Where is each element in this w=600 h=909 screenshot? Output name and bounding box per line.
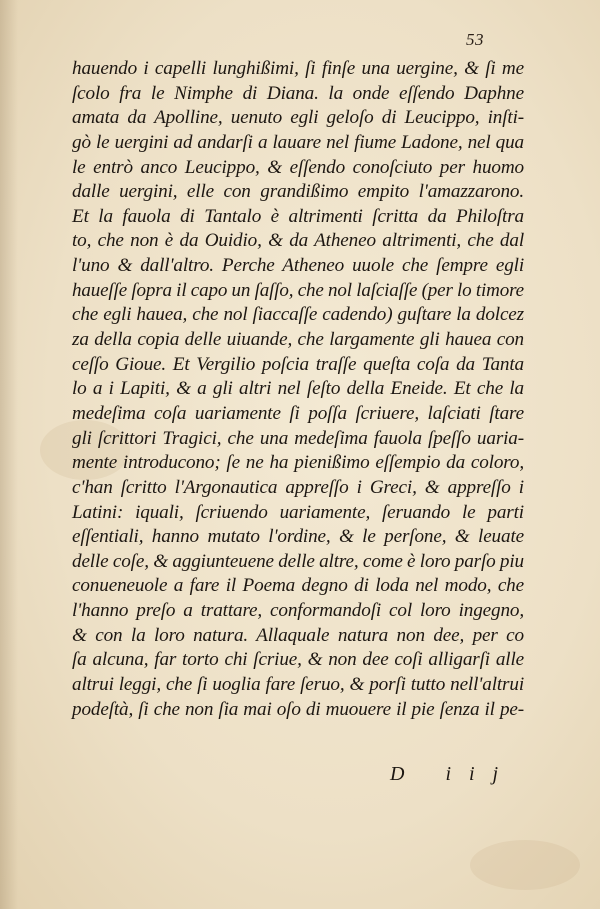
- text-line: eſſentiali, hanno mutato l'ordine, & le perſone, & leuate: [72, 526, 524, 548]
- text-line: Et la fauola di Tantalo è altrimenti ſcritta da Philoſtra: [72, 205, 524, 227]
- text-line: to, che non è da Ouidio, & da Atheneo altrimenti, che dal: [72, 230, 524, 252]
- page-number: 53: [466, 30, 484, 49]
- text-line: ſcolo fra le Nimphe di Diana. la onde eſſendo Daphne: [72, 82, 524, 104]
- text-line: c'han ſcritto l'Argonautica appreſſo i Greci, & appreſſo i: [72, 476, 524, 498]
- text-line: altrui leggi, che ſi uoglia fare ſeruo, & porſi tutto nell'altrui: [72, 674, 524, 696]
- text-line: l'uno & dall'altro. Perche Atheneo uuole che ſempre egli: [72, 255, 524, 277]
- gutter-shadow: [0, 0, 18, 909]
- text-line: dalle uergini, elle con grandißimo empito l'amazzarono.: [72, 181, 524, 203]
- text-line: le entrò anco Leucippo, & eſſendo conoſciuto per huomo: [72, 156, 524, 178]
- text-line: za della copia delle uiuande, che largamente gli hauea con: [72, 329, 524, 351]
- text-line: l'hanno preſo a trattare, conformandoſi col loro ingegno,: [72, 600, 524, 622]
- text-line: amata da Apolline, uenuto egli geloſo di Leucippo, inſti-: [72, 107, 524, 129]
- text-line: & con la loro natura. Allaquale natura non dee, per co: [72, 624, 524, 646]
- text-line: ceſſo Gioue. Et Vergilio poſcia traſſe queſta coſa da Tanta: [72, 353, 524, 375]
- text-line: podeſtà, ſi che non ſia mai oſo di muouere il pie ſenza il pe-: [72, 698, 524, 720]
- signature-mark: D iij: [390, 763, 517, 785]
- text-line: lo a i Lapiti, & a gli altri nel ſeſto della Eneide. Et che la: [72, 378, 524, 400]
- text-line: medeſima coſa uariamente ſi poſſa ſcriuere, laſciati ſtare: [72, 402, 524, 424]
- text-line: Latini: iquali, ſcriuendo uariamente, ſeruando le parti: [72, 501, 524, 523]
- body-text: [72, 57, 524, 722]
- text-line: ſa alcuna, far torto chi ſcriue, & non dee coſi alligarſi alle: [72, 649, 524, 671]
- text-line: haueſſe ſopra il capo un ſaſſo, che nol laſciaſſe (per lo timore: [72, 279, 524, 301]
- text-line: delle coſe, & aggiunteuene delle altre, come è loro parſo piu: [72, 550, 524, 572]
- text-line: che egli hauea, che nol ſiaccaſſe cadendo) guſtare la dolcez: [72, 304, 524, 326]
- text-line: gò le uergini ad andarſi a lauare nel fiume Ladone, nel qua: [72, 131, 524, 153]
- text-line: gli ſcrittori Tragici, che una medeſima fauola ſpeſſo uaria-: [72, 427, 524, 449]
- text-line: hauendo i capelli lunghißimi, ſi finſe una uergine, & ſi me: [72, 58, 524, 79]
- text-line: conueneuole a fare il Poema degno di loda nel modo, che: [72, 575, 524, 597]
- text-line: mente introducono; ſe ne ha pienißimo eſſempio da coloro,: [72, 452, 524, 474]
- paper-stain: [470, 840, 580, 890]
